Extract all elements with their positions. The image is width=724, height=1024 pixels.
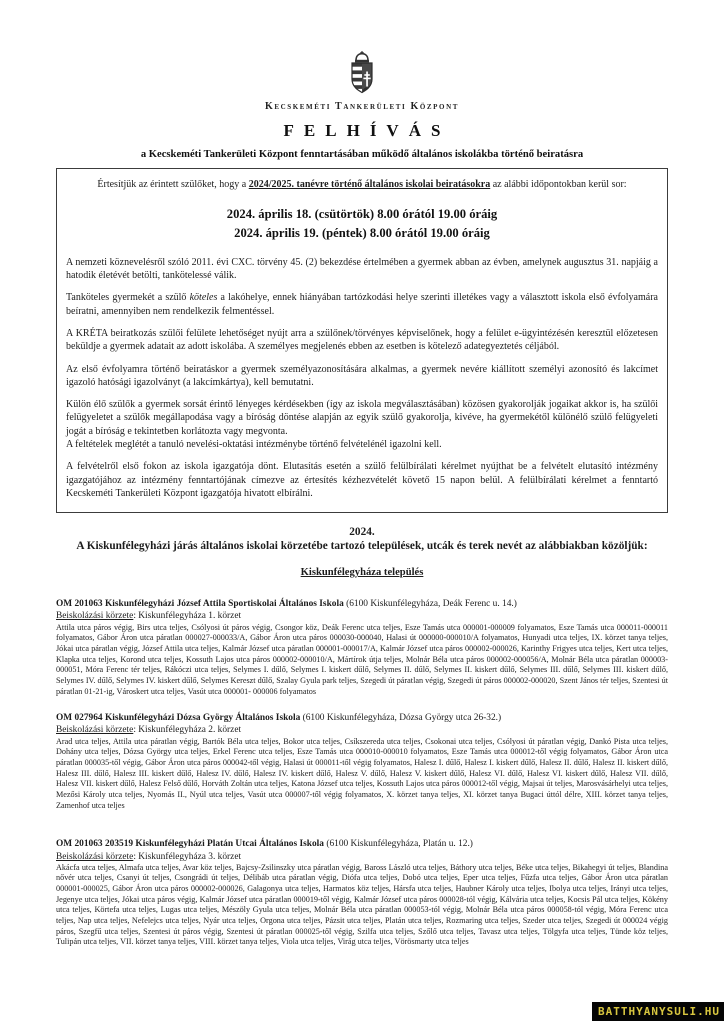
paragraph-obligation-italic: köteles: [189, 292, 218, 304]
enrollment-dates: [66, 205, 658, 243]
school-address: (6100 Kiskunfélegyháza, Deák Ferenc u. 14.): [343, 599, 517, 610]
hungarian-coat-of-arms-icon: [345, 50, 379, 98]
school-block-jozsef-attila: [56, 598, 668, 697]
year-heading: 2024.: [349, 526, 375, 539]
district-value: : Kiskunfélegyháza 1. körzet: [133, 611, 242, 622]
school-name-line: [56, 838, 668, 850]
school-address: (6100 Kiskunfélegyháza, Dózsa György utca 26-32.): [300, 713, 502, 724]
notice-box: [56, 168, 668, 513]
district-label: Beiskolázási körzete: [56, 611, 134, 622]
school-district-line: [56, 724, 668, 736]
school-name: OM 027964 Kiskunfélegyházi Dózsa György Általános Iskola: [56, 713, 301, 724]
paragraph-separated-parents-main: Külön élő szülők a gyermek sorsát érintő lényeges kérdésekben (így az iskola megválasztásában) közösen gyakorolják jogaikat akkor is, ha szülői felügyeletet a szülők megállapodása vagy a bíróság döntése alapján az egyik szülő gyakorolja, kivéve, ha gyermekétől különélő szülő felügyeleti jogát a bíróság e tekintetben korlátozta vagy megvonta.: [66, 399, 658, 437]
school-district-line: [56, 851, 668, 863]
school-name-line: [56, 598, 668, 610]
paragraph-law: A nemzeti köznevelésről szóló 2011. évi CXC. törvény 45. (2) bekezdése értelmében a gyermek abban az évben, amelynek augusztus 31. napjáig a hatodik életévét betölti, tankötelessé válik.: [66, 256, 658, 282]
paragraph-obligation-prefix: Tanköteles gyermekét a szülő: [66, 292, 190, 304]
district-label: Beiskolázási körzete: [56, 725, 134, 736]
school-block-platan-utcai: [56, 838, 668, 948]
school-district-line: [56, 610, 668, 622]
school-street-list: Attila utca páros végig, Birs utca teljes, Csólyosi út páros végig, Csongor köz, Deák Ferenc utca teljes, Esze Tamás utca 000001-000009 folyamatos, Esze Tamás utca 000011-000011 folyamatos, Gábor Áron utca páratlan 000027-000033/A, Gábor Áron utca páros 000030-000040, Halasi út 000000-000010/A folyamatos, Hunyadi utca teljes, IX. körzet tanya teljes, Jókai utca páratlan végig, József Attila utca teljes, Kalmár József utca páratlan 000001-000017/A, Kalmár József utca páros 000002-000026, Karinthy Frigyes utca teljes, Kert utca teljes, Klapka utca teljes, Korond utca teljes, Kossuth Lajos utca páros 000002-000010/A, Mártírok útja teljes, Molnár Béla utca páros 000002-000056/A, Molnár Béla utca páratlan 000003-000051, Móra Ferenc tér teljes, Rákóczi utca teljes, Selymes I. dűlő, Selymes I. kiskert dűlő, Selymes II. dűlő, Selymes II. kiskert dűlő, Selymes III. dűlő, Selymes III. kiskert dűlő, Selymes IV. dűlő, Selymes IV. kiskert dűlő, Selymes Kereszt dűlő, Szalay Gyula park teljes, Szegedi út páratlan végig, Szegedi út páros 000002-000020, Szent János tér teljes, Szentesi út páratlan 01-21-ig, Városkert utca teljes, Vasút utca 000001- 000006 folyamatos: [56, 622, 668, 696]
enrollment-date-1: 2024. április 18. (csütörtök) 8.00 órától 19.00 óráig: [226, 207, 498, 221]
intro-line: [66, 179, 658, 190]
watermark-badge: BATTHYANYSULI.HU: [592, 1002, 724, 1021]
page-subtitle: a Kecskeméti Tankerületi Központ fenntartásában működő általános iskolákba történő beiratásra: [140, 149, 584, 160]
district-label: Beiskolázási körzete: [56, 851, 134, 862]
paragraph-obligation-suffix: a lakóhelye, ennek hiányában tartózkodási helye szerinti illetékes vagy a választott iskola első évfolyamára beíratni, amennyiben nem rendelkezik felmentéssel.: [66, 292, 658, 317]
paragraph-documents: Az első évfolyamra történő beiratáskor a gyermek személyazonosítására alkalmas, a gyermek nevére kiállított személyi azonosító és lakcímet igazoló hatósági igazolványt (a lakcímkártya), kell bemutatni.: [66, 363, 658, 388]
district-value: : Kiskunfélegyháza 2. körzet: [133, 725, 242, 736]
school-address: (6100 Kiskunfélegyháza, Platán u. 12.): [323, 839, 473, 850]
intro-suffix: az alábbi időpontokban kerül sor:: [490, 179, 627, 190]
school-street-list: Akácfa utca teljes, Almafa utca teljes, Avar köz teljes, Bajcsy-Zsilinszky utca páratlan végig, Baross László utca teljes, Báthory utca teljes, Béke utca teljes, Bikahegyi út teljes, Blandina nővér utca teljes, Csanyi út teljes, Csongrádi út teljes, Délibáb utca páratlan végig, Diófa utca teljes, Dobó utca teljes, Eper utca teljes, Fűzfa utca teljes, Gábor Áron utca páratlan 000001-000025, Gábor Áron utca páros 000002-000026, Galagonya utca teljes, Harmatos köz teljes, Hársfa utca teljes, Haubner Károly utca teljes, Ibolya utca teljes, Irányi utca teljes, Jegenye utca teljes, Jókai utca páros végig, Kalmár József utca páratlan 000019-től végig, Kalmár József utca páros 000028-tól végig, Kálvária utca teljes, Kocsis Pál utca teljes, Kökény utca teljes, Körtefa utca teljes, Lugas utca teljes, Mészöly Gyula utca teljes, Molnár Béla utca páratlan 000053-tól végig, Molnár Béla utca páros 000058-tól végig, Móra Ferenc utca teljes, Nap utca teljes, Nefelejcs utca teljes, Nyár utca teljes, Orgona utca teljes, Pázsit utca teljes, Platán utca teljes, Rozmaring utca teljes, Szeder utca teljes, Szegedi út 000024 végig páros, Szegfű utca teljes, Szentesi út páros végig, Szentesi út páratlan 000025-től végig, Szilfa utca teljes, Szőlő utca teljes, Tavasz utca teljes, Tölgyfa utca teljes, Tünde köz teljes, Tulipán utca teljes, VII. körzet tanya teljes, VIII. körzet tanya teljes, Viola utca teljes, Virág utca teljes, Vörösmarty utca teljes: [56, 862, 668, 947]
intro-emphasis: 2024/2025. tanévre történő általános iskolai beiratásokra: [248, 179, 491, 190]
paragraph-appeal: A felvételről első fokon az iskola igazgatója dönt. Elutasítás esetén a szülő felülbírálati kérelmet nyújthat be a felvételt elutasító intézmény igazgatójához az intézmény fenntartójának címezve az értesítés kézhezvételét követő 15 napon belül. A felülbírálati kérelmet a fenntartó Kecskeméti Tankerületi Központ igazgatója hivatott elbírálni.: [66, 461, 658, 499]
paragraph-separated-parents: [66, 398, 658, 451]
paragraph-obligation: [66, 291, 658, 318]
page-title: FELHÍVÁS: [283, 121, 451, 140]
school-name: OM 201063 Kiskunfélegyházi József Attila Sportiskolai Általános Iskola: [56, 599, 344, 610]
paragraph-kreta: A KRÉTA beiratkozás szülői felülete lehetőséget nyújt arra a szülőnek/törvényes képviselőnek, hogy a felület e-ügyintézésén keresztül előzetesen beküldje a gyermek adatait az adott iskolába. A személyes megjelenés ebben az esetben is kötelező adategyeztetés céljából.: [66, 327, 658, 353]
school-name: OM 201063 203519 Kiskunfélegyházi Platán Utcai Általános Iskola: [56, 839, 324, 850]
school-block-dozsa-gyorgy: [56, 712, 668, 811]
school-street-list: Arad utca teljes, Attila utca páratlan végig, Bartók Béla utca teljes, Bokor utca teljes, Csíkszereda utca teljes, Csokonai utca teljes, Csólyosi út páratlan végig, Dankó Pista utca teljes, Dohány utca teljes, Dózsa György utca teljes, Erkel Ferenc utca teljes, Esze Tamás utca 000010-000010 folyamatos, Esze Tamás utca 000012-től végig folyamatos, Gábor Áron utca páratlan 000035-től végig, Gábor Áron utca páros 000042-től végig, Halasi út 000011-től végig folyamatos, Halesz I. dűlő, Halesz I. kiskert dűlő, Halesz II. dűlő, Halesz II. kiskert dűlő, Halesz III. dűlő, Halesz III. kiskert dűlő, Halesz IV. dűlő, Halesz IV. kiskert dűlő, Halesz V. dűlő, Halesz V. kiskert dűlő, Halesz VI. dűlő, Halesz VI. kiskert dűlő, Halesz VII. dűlő, Halesz VII. kiskert dűlő, Halesz Felső dűlő, Horváth Zoltán utca teljes, Katona József utca teljes, Kossuth Lajos utca páros 000012-től végig, Majsai út teljes, Marosvásárhelyi utca teljes, Mezősi Károly utca teljes, Nyomás II., Nyúl utca teljes, Vasút utca 000007-től végig folyamatos, X. körzet tanya teljes, XI. körzet tanya Bugaci úttól délre, XIII. körzet tanya teljes, Zamenhof utca teljes: [56, 736, 668, 810]
settlement-heading: Kiskunfélegyháza település: [300, 567, 424, 579]
enrollment-date-2: 2024. április 19. (péntek) 8.00 órától 19.00 óráig: [234, 225, 490, 240]
intro-prefix: Értesítjük az érintett szülőket, hogy a: [97, 179, 249, 190]
school-name-line: [56, 712, 668, 724]
district-heading: A Kiskunfélegyházi járás általános iskolai körzetébe tartozó települések, utcák és terek nevét az alábbiakban közöljük:: [76, 540, 648, 553]
organization-name: Kecskeméti Tankerületi Központ: [264, 101, 460, 112]
district-value: : Kiskunfélegyháza 3. körzet: [133, 851, 242, 862]
paragraph-conditions: A feltételek meglétét a tanuló nevelési-oktatási intézménybe történő felvételénél igazolni kell.: [66, 439, 442, 451]
